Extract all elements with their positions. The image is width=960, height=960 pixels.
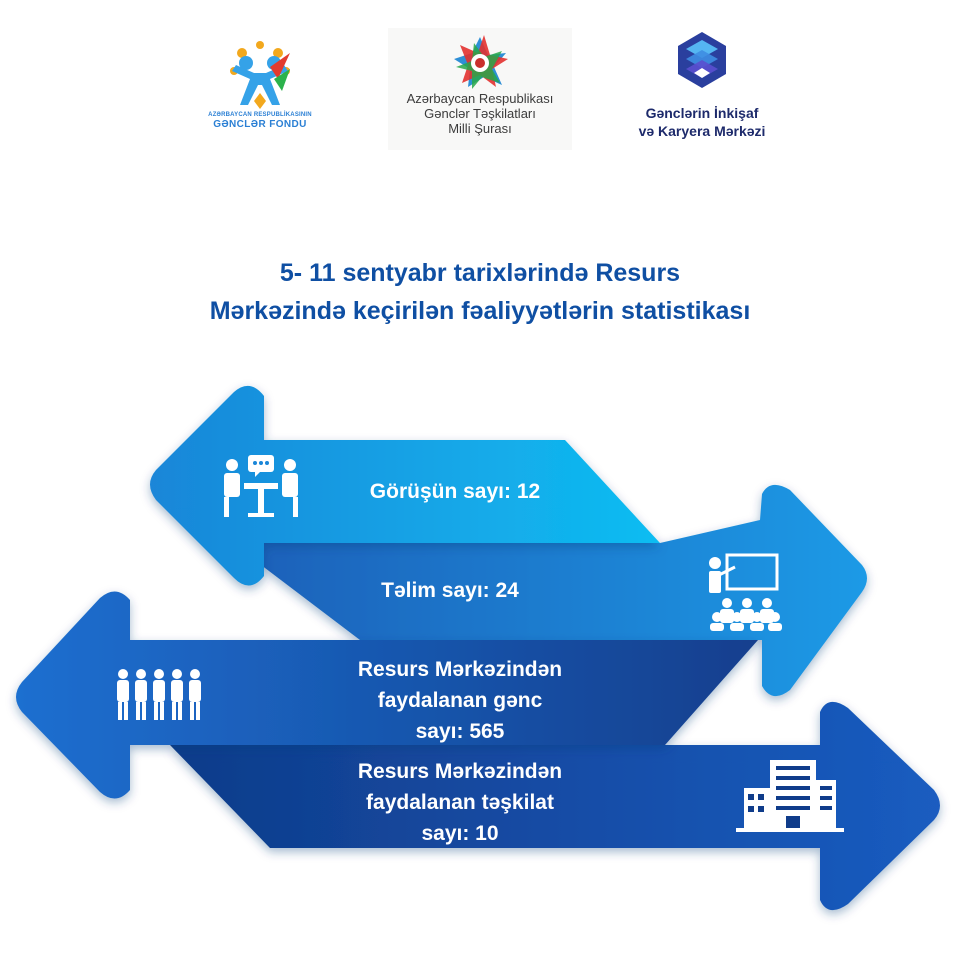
meetings-count-line1: Görüşün sayı: 12 [369,480,541,503]
youth-beneficiaries-line3: sayı: 565 [415,720,505,743]
trainings-count [340,575,560,606]
organization-beneficiaries-line2: faydalanan təşkilat [366,791,554,814]
youth-beneficiaries-count [330,654,590,747]
youth-council-line1: Azərbaycan Respublikası [406,91,554,106]
youth-beneficiaries-line1: Resurs Mərkəzindən [357,658,563,681]
organization-beneficiaries-line1: Resurs Mərkəzindən [357,760,563,783]
meetings-count [330,476,580,507]
career-center-line2: və Karyera Mərkəzi [638,122,766,139]
youth-fund-line1: AZƏRBAYCAN RESPUBLİKASININ [208,112,312,118]
youth-council-line3: Milli Şurası [448,120,512,136]
trainings-count-line1: Təlim sayı: 24 [381,579,519,602]
organization-beneficiaries-line3: sayı: 10 [421,822,499,845]
youth-beneficiaries-line2: faydalanan gənc [377,689,543,712]
organization-beneficiaries-count [330,756,590,849]
career-center-line1: Gənclərin İnkişaf [645,105,759,121]
youth-fund-line2: GƏNCLƏR FONDU [213,118,307,130]
title-line1: 5- 11 sentyabr tarixlərində Resurs [279,259,681,287]
youth-council-line2: Gənclər Təşkilatları [424,105,536,121]
title-line2: Mərkəzində keçirilən fəaliyyətlərin statistikası [209,297,751,325]
